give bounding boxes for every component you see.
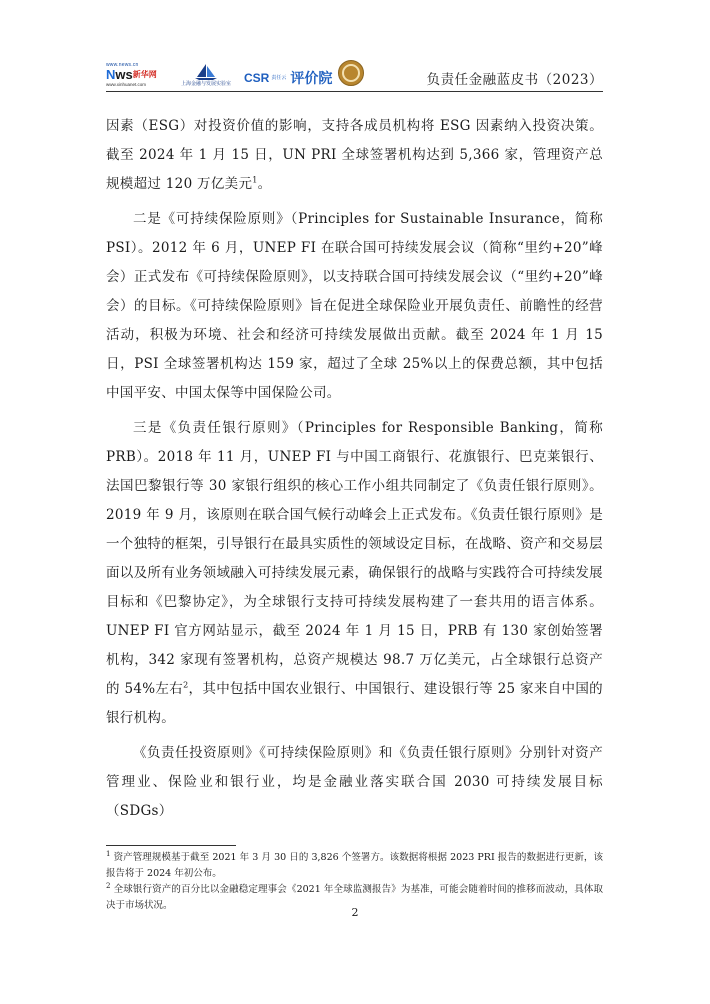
- body-text: [106, 112, 603, 826]
- csr-mark: CSR: [244, 71, 270, 85]
- seal-icon: [338, 60, 364, 86]
- shanghai-finance-lab-logo: [174, 63, 238, 88]
- running-title: 负责任金融蓝皮书（2023）: [426, 72, 603, 88]
- paragraph-1: 因素（ESG）对投资价值的影响，支持各成员机构将 ESG 因素纳入投资决策。截至 2024 年 1 月 15 日，UN PRI 全球签署机构达到 5,366 家，管理资产总规模超过 120 万亿美元$^1$。: [106, 118, 603, 192]
- footnote-ref-1: 1: [252, 175, 258, 185]
- csr-cloud-logo: [244, 68, 332, 88]
- footnote-divider: [106, 845, 236, 846]
- footnote-2: $^2$ 全球银行资产的百分比以金融稳定理事会《2021 年全球监测报告》为基准，可能会随着时间的推移而波动，具体取决于市场状况。: [106, 881, 603, 911]
- paragraph-summary: 《负责任投资原则》《可持续保险原则》和《负责任银行原则》分别针对资产管理业、保险业和银行业，均是金融业落实联合国 2030 可持续发展目标（SDGs）: [106, 745, 603, 819]
- footnotes: [106, 850, 603, 914]
- xinhuanet-url-secondary: www.xinhuanet.com: [106, 82, 147, 87]
- xinhuanet-logo: [106, 62, 168, 88]
- logo-strip: [106, 52, 364, 88]
- xinhuanet-mark: Nws$^{新华网}$: [106, 67, 157, 82]
- paragraph-psi: 二是《可持续保险原则》（Principles for Sustainable Insurance，简称 PSI）。2012 年 6 月，UNEP FI 在联合国可持续发展会议（简称“里约+20”峰会）正式发布《可持续保险原则》，以支持联合国可持续发展会议（“里约+20”峰会）的目标。《可持续保险原则》旨在促进全球保险业开展负责任、前瞻性的经营活动，积极为环境、社会和经济可持续发展做出贡献。截至 2024 年 1 月 15 日，PSI 全球签署机构达 159 家，超过了全球 25%以上的保费总额，其中包括中国平安、中国太保等中国保险公司。: [106, 211, 603, 401]
- sailboat-icon: [192, 63, 220, 81]
- paragraph-prb: 三是《负责任银行原则》（Principles for Responsible Banking，简称 PRB）。2018 年 11 月，UNEP FI 与中国工商银行、花旗银行、巴克莱银行、法国巴黎银行等 30 家银行组织的核心工作小组共同制定了《负责任银行原则》。2019 年 9 月，该原则在联合国气候行动峰会上正式发布。《负责任银行原则》是一个独特的框架，引导银行在最具实质性的领域设定目标，在战略、资产和交易层面以及所有业务领域融入可持续发展元素，确保银行的战略与实践符合可持续发展目标和《巴黎协定》，为全球银行支持可持续发展构建了一套共用的语言体系。UNEP FI 官方网站显示，截至 2024 年 1 月 15 日，PRB 有 130 家创始签署机构，342 家现有签署机构，总资产规模达 98.7 万亿美元，占全球银行总资产的 54%左右$^2$，其中包括中国农业银行、中国银行、建设银行等 25 家来自中国的银行机构。: [106, 420, 603, 726]
- page-number: 2: [351, 906, 359, 919]
- header-divider: [106, 91, 603, 92]
- finance-lab-name: 上海金融与发展实验室: [180, 81, 231, 87]
- page-header: [106, 46, 603, 92]
- csr-cloud-text: 责任云: [271, 75, 287, 81]
- footnote-1: $^1$ 资产管理规模基于截至 2021 年 3 月 30 日的 3,826 个签署方。该数据将根据 2023 PRI 报告的数据进行更新，该报告将于 2024 年初公布。: [106, 849, 603, 879]
- xinhuanet-url: www.news.cn: [106, 62, 139, 68]
- footnote-ref-2: 2: [183, 680, 189, 690]
- rating-institute-name: 评价院: [290, 71, 333, 87]
